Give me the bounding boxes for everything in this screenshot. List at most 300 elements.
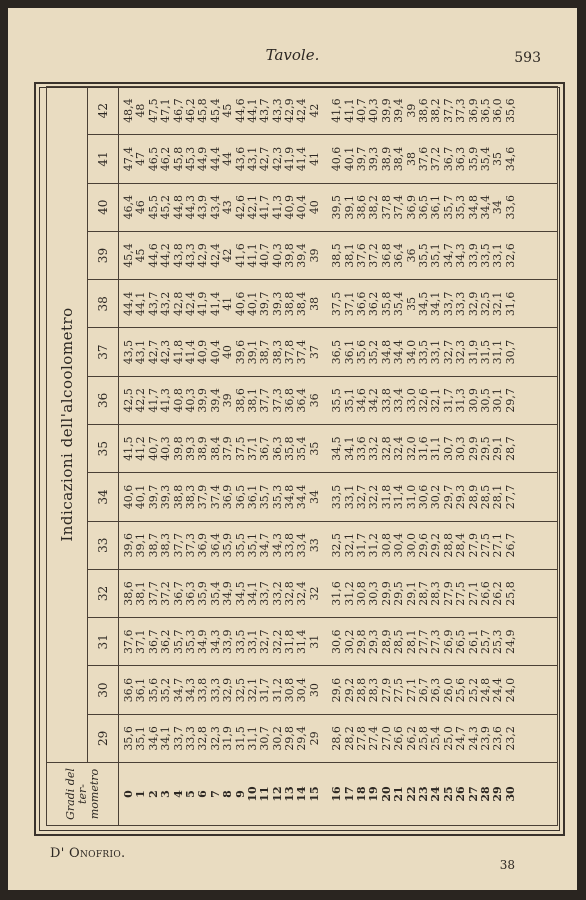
table-cell: 19 bbox=[367, 786, 381, 802]
data-column bbox=[119, 183, 558, 231]
table-cell: 39,9 bbox=[196, 388, 210, 413]
table-cell: 36,6 bbox=[122, 677, 135, 703]
table-cell: 33,7 bbox=[258, 581, 272, 606]
column-header: 29 bbox=[88, 714, 119, 762]
table-cell: 33,5 bbox=[478, 243, 492, 268]
table-cell: 31,5 bbox=[233, 726, 247, 751]
table-cell: 37,8 bbox=[283, 339, 297, 365]
table-cell: 30,0 bbox=[404, 532, 418, 558]
table-cell: 41,9 bbox=[283, 146, 297, 172]
table-cell: 27,9 bbox=[441, 581, 455, 606]
table-cell: 28,3 bbox=[367, 677, 381, 703]
table-cell: 36,8 bbox=[283, 388, 297, 413]
table-cell: 32,7 bbox=[441, 339, 455, 365]
table-cell: 40 bbox=[307, 200, 321, 215]
table-cell: 26,7 bbox=[416, 677, 430, 703]
table-cell: 32,0 bbox=[404, 436, 418, 461]
table-cell: 37,3 bbox=[183, 532, 197, 558]
thermometer-degrees-column bbox=[119, 763, 558, 826]
table-cell: 39,1 bbox=[245, 339, 259, 365]
table-cell: 39,7 bbox=[355, 146, 369, 172]
table-cell: 43,8 bbox=[171, 243, 185, 268]
table-cell: 35,5 bbox=[330, 388, 344, 413]
table-cell: 34,3 bbox=[208, 629, 222, 655]
table-cell: 30,2 bbox=[429, 484, 443, 510]
table-cell: 41,2 bbox=[134, 436, 148, 461]
table-cell: 38 bbox=[404, 151, 418, 166]
table-cell: 38,7 bbox=[146, 532, 160, 558]
table-cell: 28 bbox=[478, 786, 492, 802]
data-column bbox=[119, 569, 558, 617]
data-column bbox=[119, 135, 558, 183]
table-cell: 41,4 bbox=[208, 291, 222, 317]
table-cell: 28,8 bbox=[355, 677, 369, 703]
table-cell: 35 bbox=[307, 441, 321, 456]
table-cell: 25,3 bbox=[491, 629, 505, 655]
table-cell: 27,3 bbox=[429, 629, 443, 655]
table-cell: 47,5 bbox=[146, 98, 160, 123]
table-cell: 39,4 bbox=[392, 98, 406, 123]
table-cell: 20 bbox=[379, 786, 393, 802]
table-cell: 32,3 bbox=[454, 339, 468, 365]
table-cell: 33,1 bbox=[245, 629, 259, 655]
table-cell: 37,8 bbox=[379, 195, 393, 220]
table-cell: 32,1 bbox=[245, 677, 259, 703]
table-cell: 30,2 bbox=[342, 629, 356, 655]
table-cell: 37,9 bbox=[196, 484, 210, 510]
table-cell: 25,8 bbox=[416, 726, 430, 751]
table-cell: 35,7 bbox=[171, 629, 185, 655]
table-cell: 35,1 bbox=[245, 532, 259, 558]
table-body-row bbox=[119, 87, 558, 826]
table-cell: 3 bbox=[159, 790, 173, 798]
table-cell: 38,1 bbox=[134, 581, 148, 606]
table-cell: 13 bbox=[283, 786, 297, 802]
table-cell: 36,7 bbox=[258, 436, 272, 461]
table-cell: 39 bbox=[307, 248, 321, 263]
table-cell: 30,7 bbox=[503, 339, 517, 365]
table-cell: 11 bbox=[258, 786, 272, 802]
table-cell: 32,2 bbox=[367, 484, 381, 510]
table-cell: 34,6 bbox=[355, 388, 369, 413]
table-cell: 41,4 bbox=[295, 146, 309, 172]
table-cell: 37,6 bbox=[122, 629, 135, 655]
table-cell: 29,2 bbox=[429, 532, 443, 558]
table-cell: 36,3 bbox=[454, 146, 468, 172]
table-cell: 29,6 bbox=[330, 677, 344, 703]
running-title: Tavole. bbox=[265, 46, 320, 64]
table-cell: 36,1 bbox=[342, 339, 356, 365]
table-cell: 40,3 bbox=[183, 388, 197, 413]
table-cell: 35,6 bbox=[355, 339, 369, 365]
table-cell: 32,5 bbox=[330, 532, 344, 558]
table-cell: 43,5 bbox=[122, 339, 135, 365]
table-cell: 41,1 bbox=[245, 243, 259, 268]
table-cell: 41,6 bbox=[330, 98, 344, 123]
table-cell: 39,3 bbox=[367, 146, 381, 172]
table-cell: 26,5 bbox=[454, 629, 468, 655]
column-header: 31 bbox=[88, 618, 119, 666]
table-cell: 35,6 bbox=[122, 726, 135, 751]
table-cell: 34,3 bbox=[454, 243, 468, 268]
table-cell: 37,3 bbox=[454, 98, 468, 123]
table-cell: 38,6 bbox=[355, 195, 369, 220]
data-column bbox=[119, 666, 558, 714]
data-column bbox=[119, 473, 558, 521]
table-cell: 27,8 bbox=[355, 726, 369, 751]
table-cell: 27,1 bbox=[404, 677, 418, 703]
table-cell: 26,7 bbox=[503, 532, 517, 558]
table-cell: 36,9 bbox=[404, 195, 418, 220]
table-cell: 32,4 bbox=[295, 581, 309, 606]
table-cell: 39,9 bbox=[379, 98, 393, 123]
table-cell: 34,1 bbox=[429, 291, 443, 317]
table-cell: 31,6 bbox=[416, 436, 430, 461]
table-cell: 34,5 bbox=[233, 581, 247, 606]
table-cell: 36,5 bbox=[416, 195, 430, 220]
table-cell: 36,5 bbox=[478, 98, 492, 123]
table-cell: 33,5 bbox=[233, 629, 247, 655]
table-cell: 29,5 bbox=[478, 436, 492, 461]
table-cell: 37,3 bbox=[270, 388, 284, 413]
table-cell: 5 bbox=[183, 790, 197, 798]
table-cell: 34,5 bbox=[330, 436, 344, 461]
table-cell: 24,8 bbox=[478, 677, 492, 703]
table-cell: 41 bbox=[307, 151, 321, 166]
table-cell: 47 bbox=[134, 151, 148, 166]
table-cell: 27 bbox=[466, 786, 480, 802]
table-cell: 39,3 bbox=[183, 436, 197, 461]
table-cell: 33,2 bbox=[270, 581, 284, 606]
table-cell: 32,6 bbox=[416, 388, 430, 413]
table-cell: 28,1 bbox=[404, 629, 418, 655]
table-cell: 35,3 bbox=[183, 629, 197, 655]
column-header: 36 bbox=[88, 376, 119, 424]
table-cell: 36,7 bbox=[441, 146, 455, 172]
table-cell: 25,8 bbox=[503, 581, 517, 606]
table-cell: 40,9 bbox=[196, 339, 210, 365]
table-cell: 32,7 bbox=[355, 484, 369, 510]
table-cell: 29 bbox=[491, 786, 505, 802]
table-cell: 37,6 bbox=[416, 146, 430, 172]
table-cell: 34,1 bbox=[159, 726, 173, 751]
table-cell: 43 bbox=[221, 200, 235, 215]
table-cell: 28,9 bbox=[466, 484, 480, 510]
table-cell: 29,7 bbox=[441, 484, 455, 510]
table-cell: 30,4 bbox=[392, 532, 406, 558]
table-cell: 31,0 bbox=[404, 484, 418, 510]
table-cell: 40,3 bbox=[270, 243, 284, 268]
table-cell: 42,9 bbox=[196, 243, 210, 268]
table-cell: 37,2 bbox=[429, 146, 443, 172]
table-cell: 35 bbox=[491, 151, 505, 166]
table-cell: 36,1 bbox=[429, 195, 443, 220]
table-cell: 41,7 bbox=[146, 388, 160, 413]
table-cell: 33,1 bbox=[491, 243, 505, 268]
table-cell: 32,9 bbox=[466, 291, 480, 317]
table-cell: 45 bbox=[134, 248, 148, 263]
table-cell: 27,4 bbox=[367, 726, 381, 751]
table-cell: 43,7 bbox=[258, 98, 272, 123]
table-cell: 34,9 bbox=[196, 629, 210, 655]
table-cell: 24,0 bbox=[503, 677, 517, 703]
table-cell: 25,4 bbox=[429, 726, 443, 751]
table-cell: 31,7 bbox=[258, 677, 272, 703]
table-cell: 31,6 bbox=[503, 291, 517, 317]
column-header: 42 bbox=[88, 87, 119, 135]
footer-author: D' Onofrio. bbox=[50, 846, 126, 861]
table-cell: 35,4 bbox=[208, 581, 222, 606]
table-cell: 29,8 bbox=[355, 629, 369, 655]
table-cell: 36,0 bbox=[491, 98, 505, 123]
table-cell: 31,9 bbox=[221, 726, 235, 751]
table-cell: 32,8 bbox=[196, 726, 210, 751]
table-cell: 31,7 bbox=[441, 388, 455, 413]
table-cell: 35,2 bbox=[159, 677, 173, 703]
book-page bbox=[8, 8, 577, 890]
table-cell: 35,3 bbox=[270, 484, 284, 510]
table-cell: 31,2 bbox=[270, 677, 284, 703]
table-cell: 40,7 bbox=[146, 436, 160, 461]
table-cell: 48,4 bbox=[122, 98, 135, 123]
table-cell: 36,5 bbox=[330, 339, 344, 365]
table-cell: 41,1 bbox=[342, 98, 356, 123]
table-cell: 36,5 bbox=[233, 484, 247, 510]
table-cell: 25 bbox=[441, 786, 455, 802]
table-cell: 32,5 bbox=[233, 677, 247, 703]
table-cell: 30,6 bbox=[330, 629, 344, 655]
table-cell: 38,1 bbox=[245, 388, 259, 413]
table-cell: 30,4 bbox=[295, 677, 309, 703]
table-cell: 34 bbox=[491, 200, 505, 215]
table-cell: 24 bbox=[429, 786, 443, 802]
table-cell: 35,7 bbox=[441, 195, 455, 220]
table-cell: 44,9 bbox=[196, 146, 210, 172]
table-cell: 43,6 bbox=[233, 146, 247, 172]
table-cell: 35,1 bbox=[342, 388, 356, 413]
table-cell: 23,2 bbox=[503, 726, 517, 751]
table-cell: 39,3 bbox=[159, 484, 173, 510]
table-cell: 26 bbox=[454, 786, 468, 802]
table-cell: 35,4 bbox=[295, 436, 309, 461]
table-cell: 17 bbox=[342, 786, 356, 802]
table-cell: 43,4 bbox=[208, 195, 222, 220]
data-column bbox=[119, 328, 558, 376]
table-cell: 24,9 bbox=[503, 629, 517, 655]
table-cell: 40,1 bbox=[342, 146, 356, 172]
table-cell: 38,3 bbox=[183, 484, 197, 510]
table-cell: 28,7 bbox=[416, 581, 430, 606]
table-cell: 39,4 bbox=[208, 388, 222, 413]
table-cell: 35,9 bbox=[466, 146, 480, 172]
table-cell: 47,4 bbox=[122, 146, 135, 172]
table-cell: 8 bbox=[221, 790, 235, 798]
table-cell: 32,2 bbox=[270, 629, 284, 655]
table-cell: 46 bbox=[134, 200, 148, 215]
table-cell: 38,9 bbox=[379, 146, 393, 172]
table-cell: 30,7 bbox=[441, 436, 455, 461]
table-cell: 31 bbox=[307, 634, 321, 649]
table-cell: 41,3 bbox=[159, 388, 173, 413]
table-cell: 38,2 bbox=[429, 98, 443, 123]
column-header: 35 bbox=[88, 425, 119, 473]
table-cell: 37,6 bbox=[355, 243, 369, 268]
table-cell: 46,4 bbox=[122, 195, 135, 220]
table-cell: 33,3 bbox=[454, 291, 468, 317]
table-cell: 43,2 bbox=[159, 291, 173, 317]
table-cell: 39 bbox=[221, 393, 235, 408]
table-cell: 26,9 bbox=[441, 629, 455, 655]
table-cell: 31,4 bbox=[392, 484, 406, 510]
table-cell: 21 bbox=[392, 786, 406, 802]
table-cell: 33,4 bbox=[295, 532, 309, 558]
table-cell: 35,4 bbox=[478, 146, 492, 172]
table-cell: 41,6 bbox=[233, 243, 247, 268]
table-cell: 28,5 bbox=[392, 629, 406, 655]
table-cell: 12 bbox=[270, 786, 284, 802]
table-cell: 27,1 bbox=[466, 581, 480, 606]
table-cell: 33,7 bbox=[441, 291, 455, 317]
table-cell: 36,7 bbox=[171, 581, 185, 606]
table-cell: 38,3 bbox=[159, 532, 173, 558]
table-cell: 27,0 bbox=[379, 726, 393, 751]
table-cell: 44,6 bbox=[233, 98, 247, 123]
table-cell: 30 bbox=[503, 786, 517, 802]
table-cell: 40,6 bbox=[233, 291, 247, 317]
table-cell: 27,7 bbox=[416, 629, 430, 655]
table-cell: 37,4 bbox=[295, 339, 309, 365]
table-cell: 44,1 bbox=[134, 291, 148, 317]
table-cell: 30,3 bbox=[454, 436, 468, 461]
table-cell: 28,2 bbox=[342, 726, 356, 751]
table-cell: 34,5 bbox=[416, 291, 430, 317]
table-cell: 31,8 bbox=[379, 484, 393, 510]
table-cell: 39,7 bbox=[146, 484, 160, 510]
table-cell: 37,1 bbox=[342, 291, 356, 317]
table-cell: 40,3 bbox=[367, 98, 381, 123]
table-cell: 32 bbox=[307, 586, 321, 601]
table-cell: 35,9 bbox=[196, 581, 210, 606]
table-cell: 23,6 bbox=[491, 726, 505, 751]
table-cell: 38,6 bbox=[416, 98, 430, 123]
table-cell: 32,1 bbox=[491, 291, 505, 317]
table-cell: 29,5 bbox=[392, 581, 406, 606]
column-header: 39 bbox=[88, 231, 119, 279]
table-cell: 44,2 bbox=[159, 243, 173, 268]
data-column bbox=[119, 87, 558, 135]
table-cell: 39,7 bbox=[258, 291, 272, 317]
table-cell: 39 bbox=[404, 103, 418, 118]
table-cell: 31,4 bbox=[295, 629, 309, 655]
table-cell: 35 bbox=[404, 296, 418, 311]
table-cell: 41,9 bbox=[196, 291, 210, 317]
data-column bbox=[119, 280, 558, 328]
table-cell: 44,4 bbox=[122, 291, 135, 317]
table-cell: 35,2 bbox=[367, 339, 381, 365]
table-cell: 27,5 bbox=[454, 581, 468, 606]
table-cell: 28,1 bbox=[491, 484, 505, 510]
rotated-table-container bbox=[46, 86, 558, 826]
table-cell: 34,7 bbox=[441, 243, 455, 268]
table-cell: 25,7 bbox=[478, 629, 492, 655]
table-cell: 39,6 bbox=[122, 532, 135, 558]
table-cell: 36 bbox=[404, 248, 418, 263]
table-cell: 28,5 bbox=[478, 484, 492, 510]
table-cell: 30 bbox=[307, 683, 321, 698]
table-cell: 34,0 bbox=[404, 339, 418, 365]
table-cell: 35,5 bbox=[233, 532, 247, 558]
table-cell: 26,6 bbox=[478, 581, 492, 606]
table-cell: 33,6 bbox=[355, 436, 369, 461]
table-cell: 44,3 bbox=[183, 195, 197, 220]
page-number: 593 bbox=[514, 50, 541, 66]
table-cell: 29,9 bbox=[466, 436, 480, 461]
table-cell: 42,4 bbox=[295, 98, 309, 123]
table-cell: 24,4 bbox=[491, 677, 505, 703]
table-cell: 33,1 bbox=[342, 484, 356, 510]
table-cell: 31,3 bbox=[454, 388, 468, 413]
table-cell: 43,7 bbox=[146, 291, 160, 317]
table-cell: 35,3 bbox=[454, 195, 468, 220]
table-cell: 26,1 bbox=[466, 629, 480, 655]
data-column bbox=[119, 618, 558, 666]
table-cell: 42,5 bbox=[122, 388, 135, 413]
table-cell: 29,8 bbox=[283, 726, 297, 751]
table-cell: 37,1 bbox=[134, 629, 148, 655]
table-cell: 35,9 bbox=[221, 532, 235, 558]
table-cell: 39,3 bbox=[270, 291, 284, 317]
table-cell: 40 bbox=[221, 345, 235, 360]
table-cell: 32,8 bbox=[379, 436, 393, 461]
table-cell: 29,2 bbox=[342, 677, 356, 703]
table-cell: 36,1 bbox=[245, 484, 259, 510]
table-cell: 44 bbox=[221, 151, 235, 166]
table-cell: 42,4 bbox=[208, 243, 222, 268]
table-cell: 40,9 bbox=[283, 195, 297, 220]
table-cell: 45,4 bbox=[122, 243, 135, 268]
table-cell: 36,2 bbox=[159, 629, 173, 655]
table-cell: 23,9 bbox=[478, 726, 492, 751]
table-cell: 35,7 bbox=[258, 484, 272, 510]
table-cell: 36,3 bbox=[270, 436, 284, 461]
table-cell: 14 bbox=[295, 786, 309, 802]
table-cell: 33,2 bbox=[367, 436, 381, 461]
table-cell: 39,8 bbox=[171, 436, 185, 461]
table-cell: 38,1 bbox=[342, 243, 356, 268]
table-cell: 42,7 bbox=[146, 339, 160, 365]
data-column bbox=[119, 521, 558, 569]
table-cell: 4 bbox=[171, 790, 185, 798]
table-cell: 40,8 bbox=[171, 388, 185, 413]
table-cell: 23 bbox=[416, 786, 430, 802]
table-cell: 35,1 bbox=[134, 726, 148, 751]
column-header: 37 bbox=[88, 328, 119, 376]
table-cell: 6 bbox=[196, 790, 210, 798]
table-cell: 45 bbox=[221, 103, 235, 118]
column-header: 32 bbox=[88, 569, 119, 617]
table-cell: 30,8 bbox=[355, 581, 369, 606]
table-cell: 37,5 bbox=[330, 291, 344, 317]
table-cell: 40,6 bbox=[122, 484, 135, 510]
table-cell: 38,8 bbox=[283, 291, 297, 317]
table-cell: 40,4 bbox=[295, 195, 309, 220]
table-cell: 10 bbox=[245, 786, 259, 802]
table-cell: 27,9 bbox=[379, 677, 393, 703]
table-cell: 26,3 bbox=[429, 677, 443, 703]
table-cell: 37,7 bbox=[441, 98, 455, 123]
table-cell: 32,1 bbox=[429, 388, 443, 413]
table-cell: 26,6 bbox=[392, 726, 406, 751]
